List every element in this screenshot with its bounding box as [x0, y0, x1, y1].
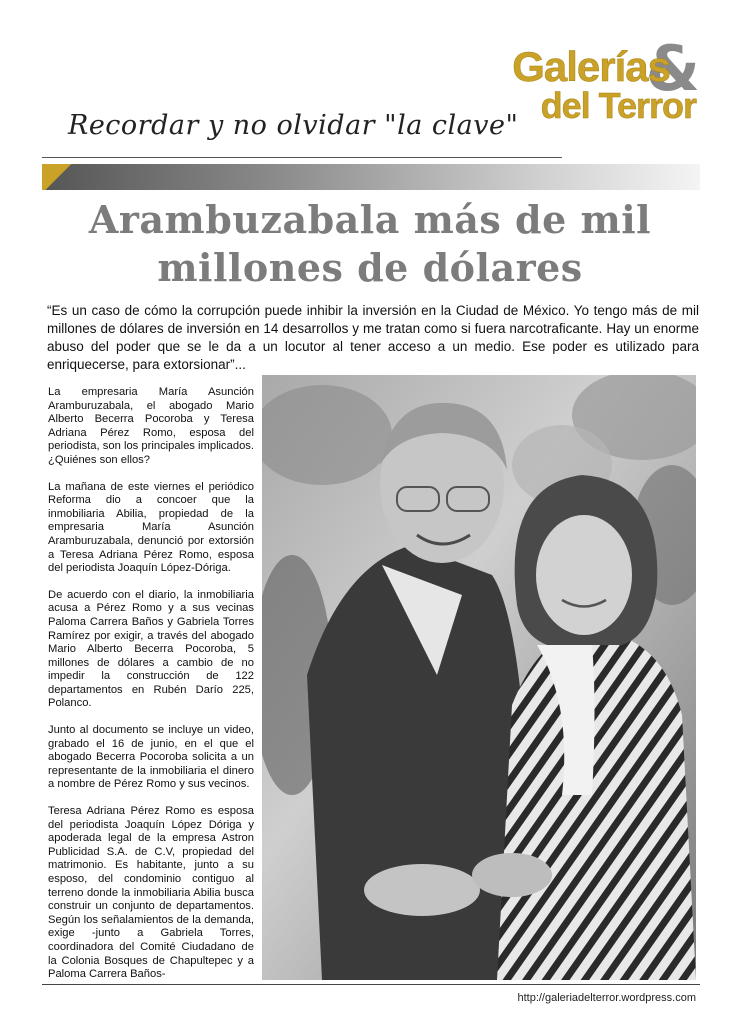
article-paragraph: Junto al documento se incluye un video, grabado el 16 de junio, en el que el abogado Becerra Pocoroba solicita a un representante de la inmobiliaria el dinero a nombre de Pérez Romo y sus vecinos.: [48, 724, 254, 791]
article-paragraph: Teresa Adriana Pérez Romo es esposa del periodista Joaquín López Dóriga y apoderada legal de la empresa Astron Publicidad S.A. de C.V, propiedad del matrimonio. Es habitante, junto a su esposo, del condominio contiguo al terreno donde la inmobiliaria Abilia busca construir un conjunto de departamentos. Según los señalamientos de la demanda, exige -junto a Gabriela Torres, coordinadora del Comité Ciudadano de la Colonia Bosques de Chapultepec y a Paloma Carrera Baños-: [48, 805, 254, 981]
article-column: [48, 386, 254, 995]
headline: [20, 196, 720, 292]
article-paragraph: De acuerdo con el diario, la inmobiliaria acusa a Pérez Romo y a sus vecinas Paloma Carrera Baños y Gabriela Torres Ramírez por exigir, a través del abogado Mario Alberto Becerra Pocoroba, 5 millones de dólares a cambio de no impedir la construcción de 122 departamentos en Rubén Darío 225, Polanco.: [48, 588, 254, 710]
article-paragraph: La mañana de este viernes el periódico Reforma dio a concoer que la inmobiliaria Abilia, propiedad de la empresaria María Asunción Aramburuzabala, denunció por extorsión a Teresa Adriana Pérez Romo, esposa del periodista Joaquín López-Dóriga.: [48, 480, 254, 575]
gold-wedge: [42, 164, 76, 190]
divider-thin: [42, 157, 562, 158]
footer-divider: [42, 984, 700, 985]
logo-line1: Galerías: [512, 43, 670, 90]
headline-line2: millones de dólares: [157, 245, 583, 290]
logo-line2: del Terror: [540, 85, 696, 126]
footer-url[interactable]: http://galeriadelterror.wordpress.com: [517, 992, 696, 1004]
logo-ampersand: &: [645, 32, 700, 105]
lead-quote: “Es un caso de cómo la corrupción puede inhibir la inversión en la Ciudad de México. Yo tengo más de mil millones de dólares de inversión en 14 desarrollos y me tratan como si fuera narcotraficante. Hay un enorme abuso del poder que se le da a un locutor al tener acceso a un medio. Ese poder es utilizado para enriquecerse, para extorsionar”...: [47, 303, 699, 372]
couple-photo-illustration: [262, 375, 696, 980]
article-photo: [262, 375, 696, 980]
article-paragraph: La empresaria María Asunción Aramburuzabala, el abogado Mario Alberto Becerra Pocoroba y Teresa Adriana Pérez Romo, esposa del periodista, son los principales implicados. ¿Quiénes son ellos?: [48, 386, 254, 466]
headline-line1: Arambuzabala más de mil: [88, 197, 652, 242]
header-band: [42, 164, 700, 190]
tagline: Recordar y no olvidar "la clave": [68, 110, 519, 141]
